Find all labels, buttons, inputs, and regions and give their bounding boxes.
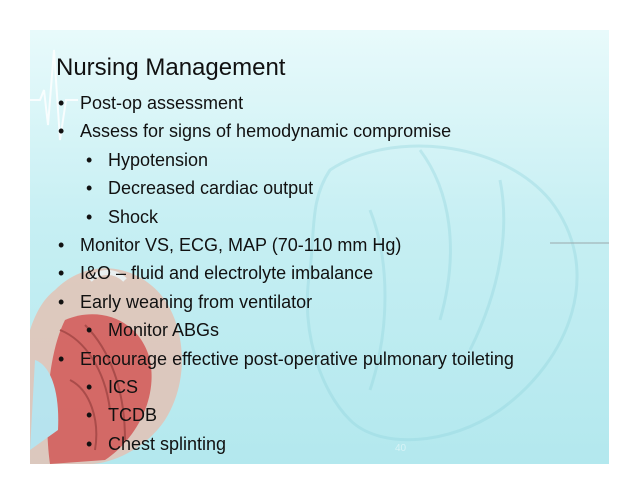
list-item: • Encourage effective post-operative pulmonary toileting: [58, 349, 514, 369]
list-item: • ICS: [86, 377, 139, 397]
list-item: • Chest splinting: [86, 434, 227, 454]
list-item: • Assess for signs of hemodynamic compromise: [58, 121, 452, 141]
list-item: • TCDB: [86, 405, 157, 425]
list-item: • Hypotension: [86, 150, 209, 170]
list-item: • Monitor ABGs: [86, 320, 220, 340]
list-item: • Shock: [86, 207, 159, 227]
bullet-list: [30, 30, 609, 464]
slide-page-number: 40: [395, 443, 407, 454]
list-item: • Monitor VS, ECG, MAP (70-110 mm Hg): [58, 235, 402, 255]
list-item: • Post-op assessment: [58, 93, 244, 113]
slide: [30, 30, 609, 464]
list-item: • Early weaning from ventilator: [58, 292, 313, 312]
list-item: • I&O – fluid and electrolyte imbalance: [58, 263, 374, 283]
slide-title: Nursing Management: [56, 54, 286, 81]
list-item: • Decreased cardiac output: [86, 178, 314, 198]
